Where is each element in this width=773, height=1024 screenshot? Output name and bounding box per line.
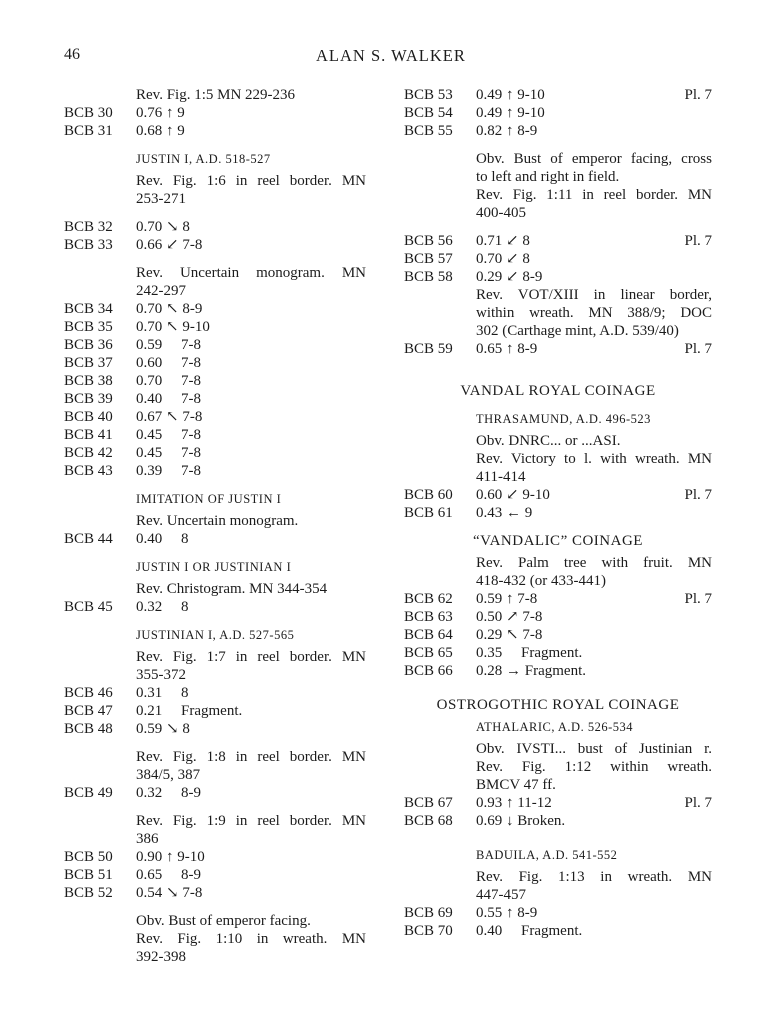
- spacer: [404, 522, 712, 532]
- spacer: [64, 738, 366, 748]
- catalogue-row: [64, 848, 366, 866]
- catalogue-row: [404, 922, 712, 940]
- catalogue-number: BCB 50: [64, 849, 113, 865]
- catalogue-number: BCB 57: [404, 251, 453, 267]
- catalogue-row: [404, 812, 712, 830]
- catalogue-number: BCB 63: [404, 609, 453, 625]
- catalogue-number: BCB 61: [404, 505, 453, 521]
- catalogue-row: [404, 122, 712, 140]
- coin-details: 0.70 ↙ 8: [476, 251, 530, 267]
- description-line: Rev. Fig. 1:7 in reel border. MN: [136, 649, 366, 665]
- catalogue-number: BCB 43: [64, 463, 113, 479]
- catalogue-number: BCB 30: [64, 105, 113, 121]
- spacer: [404, 222, 712, 232]
- catalogue-number: BCB 41: [64, 427, 113, 443]
- catalogue-row: [404, 626, 712, 644]
- catalogue-number: BCB 46: [64, 685, 113, 701]
- coin-details: 0.45 7-8: [136, 445, 201, 461]
- description-line: Rev. Fig. 1:9 in reel border. MN: [136, 813, 366, 829]
- catalogue-number: BCB 53: [404, 87, 453, 103]
- catalogue-number: BCB 64: [404, 627, 453, 643]
- catalogue-row: [404, 644, 712, 662]
- description-line: 253-271: [136, 191, 186, 207]
- description-line: Obv. Bust of emperor facing, cross: [476, 151, 712, 167]
- coin-details: 0.66 ↙ 7-8: [136, 237, 203, 253]
- description-line: 400-405: [476, 205, 526, 221]
- catalogue-row: [404, 504, 712, 522]
- description-line: Rev. Fig. 1:12 within wreath.: [476, 759, 712, 775]
- catalogue-row: [64, 684, 366, 702]
- catalogue-number: BCB 54: [404, 105, 453, 121]
- description-line: to left and right in field.: [476, 169, 620, 185]
- plate-reference: Pl. 7: [684, 591, 712, 607]
- catalogue-number: BCB 39: [64, 391, 113, 407]
- spacer: [64, 902, 366, 912]
- description-line: 392-398: [136, 949, 186, 965]
- catalogue-number: BCB 70: [404, 923, 453, 939]
- catalogue-number: BCB 58: [404, 269, 453, 285]
- major-heading: VANDAL ROYAL COINAGE: [460, 383, 656, 399]
- catalogue-row: [64, 530, 366, 548]
- catalogue-row: [404, 232, 712, 250]
- description-line: 242-297: [136, 283, 186, 299]
- catalogue-row: [404, 486, 712, 504]
- catalogue-row: [64, 218, 366, 236]
- spacer: [64, 616, 366, 626]
- description-line: Rev. Christogram. MN 344-354: [136, 581, 328, 597]
- catalogue-number: BCB 67: [404, 795, 453, 811]
- catalogue-row: [404, 794, 712, 812]
- catalogue-row: [64, 104, 366, 122]
- coin-details: 0.70 ↖ 9-10: [136, 319, 210, 335]
- section-heading: JUSTIN I, A.D. 518-527: [136, 152, 271, 166]
- spacer: [404, 830, 712, 846]
- coin-details: 0.68 ↑ 9: [136, 123, 185, 139]
- running-head: ALAN S. WALKER: [316, 46, 466, 65]
- coin-details: 0.29 ↖ 7-8: [476, 627, 543, 643]
- description-line: Rev. Palm tree with fruit. MN: [476, 555, 712, 571]
- catalogue-number: BCB 55: [404, 123, 453, 139]
- description-line: 447-457: [476, 887, 526, 903]
- coin-details: 0.31 8: [136, 685, 189, 701]
- coin-details: 0.39 7-8: [136, 463, 201, 479]
- catalogue-number: BCB 33: [64, 237, 113, 253]
- spacer: [404, 140, 712, 150]
- catalogue-row: [64, 598, 366, 616]
- catalogue-row: [64, 336, 366, 354]
- catalogue-number: BCB 36: [64, 337, 113, 353]
- catalogue-number: BCB 44: [64, 531, 113, 547]
- spacer: [404, 400, 712, 410]
- catalogue-number: BCB 48: [64, 721, 113, 737]
- description-line: Rev. Uncertain monogram. MN: [136, 265, 366, 281]
- description-line: Rev. Fig. 1:10 in wreath. MN: [136, 931, 366, 947]
- description-line: BMCV 47 ff.: [476, 777, 556, 793]
- description-line: Rev. Fig. 1:13 in wreath. MN: [476, 869, 712, 885]
- catalogue-row: [64, 462, 366, 480]
- coin-details: 0.59 ↘ 8: [136, 721, 190, 737]
- catalogue-number: BCB 45: [64, 599, 113, 615]
- right-column: [404, 86, 712, 940]
- catalogue-number: BCB 40: [64, 409, 113, 425]
- spacer: [64, 208, 366, 218]
- catalogue-row: [404, 104, 712, 122]
- spacer: [64, 480, 366, 490]
- description-line: Rev. Victory to l. with wreath. MN: [476, 451, 712, 467]
- description-line: 386: [136, 831, 159, 847]
- description-line: within wreath. MN 388/9; DOC: [476, 305, 712, 321]
- coin-details: 0.82 ↑ 8-9: [476, 123, 538, 139]
- coin-details: 0.93 ↑ 11-12: [476, 795, 552, 811]
- description-line: Obv. DNRC... or ...ASI.: [476, 433, 621, 449]
- coin-details: 0.65 8-9: [136, 867, 201, 883]
- coin-details: 0.29 ↙ 8-9: [476, 269, 543, 285]
- description-line: Rev. Fig. 1:6 in reel border. MN: [136, 173, 366, 189]
- catalogue-number: BCB 59: [404, 341, 453, 357]
- coin-details: 0.65 ↑ 8-9: [476, 341, 538, 357]
- catalogue-row: [64, 318, 366, 336]
- section-heading: JUSTIN I OR JUSTINIAN I: [136, 560, 292, 574]
- coin-details: 0.67 ↖ 7-8: [136, 409, 203, 425]
- plate-reference: Pl. 7: [684, 87, 712, 103]
- description-line: Rev. Fig. 1:11 in reel border. MN: [476, 187, 712, 203]
- catalogue-row: [404, 608, 712, 626]
- coin-details: 0.32 8-9: [136, 785, 201, 801]
- section-heading: BADUILA, A.D. 541-552: [476, 848, 618, 862]
- catalogue-row: [64, 784, 366, 802]
- catalogue-number: BCB 62: [404, 591, 453, 607]
- spacer: [64, 802, 366, 812]
- catalogue-number: BCB 31: [64, 123, 113, 139]
- catalogue-row: [64, 372, 366, 390]
- catalogue-row: [404, 590, 712, 608]
- coin-details: 0.49 ↑ 9-10: [476, 87, 545, 103]
- page-number: 46: [64, 46, 80, 63]
- catalogue-number: BCB 68: [404, 813, 453, 829]
- catalogue-number: BCB 51: [64, 867, 113, 883]
- description-line: 411-414: [476, 469, 526, 485]
- catalogue-row: [404, 904, 712, 922]
- coin-details: 0.45 7-8: [136, 427, 201, 443]
- catalogue-row: [64, 236, 366, 254]
- spacer: [404, 680, 712, 696]
- spacer: [64, 254, 366, 264]
- major-heading: OSTROGOTHIC ROYAL COINAGE: [436, 697, 680, 713]
- plate-reference: Pl. 7: [684, 487, 712, 503]
- section-heading: ATHALARIC, A.D. 526-534: [476, 720, 633, 734]
- description-line: 355-372: [136, 667, 186, 683]
- catalogue-row: [404, 662, 712, 680]
- spacer: [64, 548, 366, 558]
- coin-details: 0.50 ↗ 7-8: [476, 609, 543, 625]
- description-line: 384/5, 387: [136, 767, 201, 783]
- section-heading: JUSTINIAN I, A.D. 527-565: [136, 628, 295, 642]
- catalogue-row: [404, 340, 712, 358]
- catalogue-row: [404, 268, 712, 286]
- coin-details: 0.21 Fragment.: [136, 703, 243, 719]
- catalogue-row: [64, 866, 366, 884]
- catalogue-row: [64, 122, 366, 140]
- catalogue-number: BCB 69: [404, 905, 453, 921]
- description-line: Rev. Uncertain monogram.: [136, 513, 299, 529]
- catalogue-number: BCB 60: [404, 487, 453, 503]
- coin-details: 0.43 ← 9: [476, 505, 533, 521]
- coin-details: 0.40 Fragment.: [476, 923, 583, 939]
- plate-reference: Pl. 7: [684, 341, 712, 357]
- coin-details: 0.70 7-8: [136, 373, 201, 389]
- catalogue-row: [64, 720, 366, 738]
- description-line: Obv. Bust of emperor facing.: [136, 913, 311, 929]
- catalogue-number: BCB 38: [64, 373, 113, 389]
- coin-details: 0.28 → Fragment.: [476, 663, 586, 679]
- coin-details: 0.40 7-8: [136, 391, 201, 407]
- coin-details: 0.71 ↙ 8: [476, 233, 530, 249]
- catalogue-row: [64, 408, 366, 426]
- coin-details: 0.70 ↘ 8: [136, 219, 190, 235]
- catalogue-number: BCB 47: [64, 703, 113, 719]
- description-line: 418-432 (or 433-441): [476, 573, 606, 589]
- catalogue-row: [64, 300, 366, 318]
- left-column: [64, 86, 366, 966]
- coin-details: 0.59 ↑ 7-8: [476, 591, 538, 607]
- catalogue-number: BCB 37: [64, 355, 113, 371]
- description-line: 302 (Carthage mint, A.D. 539/40): [476, 323, 679, 339]
- catalogue-row: [64, 390, 366, 408]
- catalogue-number: BCB 49: [64, 785, 113, 801]
- major-heading: “VANDALIC” COINAGE: [473, 533, 643, 549]
- plate-reference: Pl. 7: [684, 795, 712, 811]
- catalogue-row: [64, 426, 366, 444]
- coin-details: 0.40 8: [136, 531, 189, 547]
- plate-reference: Pl. 7: [684, 233, 712, 249]
- catalogue-row: [404, 86, 712, 104]
- catalogue-row: [64, 884, 366, 902]
- section-heading: IMITATION OF JUSTIN I: [136, 492, 282, 506]
- coin-details: 0.59 7-8: [136, 337, 201, 353]
- catalogue-number: BCB 32: [64, 219, 113, 235]
- catalogue-number: BCB 65: [404, 645, 453, 661]
- catalogue-row: [64, 444, 366, 462]
- description-line: Rev. Fig. 1:8 in reel border. MN: [136, 749, 366, 765]
- section-heading: THRASAMUND, A.D. 496-523: [476, 412, 651, 426]
- coin-details: 0.60 7-8: [136, 355, 201, 371]
- catalogue-number: BCB 56: [404, 233, 453, 249]
- catalogue-row: [64, 354, 366, 372]
- description-line: Rev. VOT/XIII in linear border,: [476, 287, 712, 303]
- catalogue-number: BCB 52: [64, 885, 113, 901]
- coin-details: 0.32 8: [136, 599, 189, 615]
- coin-details: 0.60 ↙ 9-10: [476, 487, 550, 503]
- coin-details: 0.54 ↘ 7-8: [136, 885, 203, 901]
- description-line: Obv. IVSTI... bust of Justinian r.: [476, 741, 712, 757]
- coin-details: 0.90 ↑ 9-10: [136, 849, 205, 865]
- spacer: [64, 140, 366, 150]
- catalogue-number: BCB 34: [64, 301, 113, 317]
- catalogue-number: BCB 42: [64, 445, 113, 461]
- coin-details: 0.69 ↓ Broken.: [476, 813, 566, 829]
- catalogue-row: [64, 702, 366, 720]
- coin-details: 0.70 ↖ 8-9: [136, 301, 203, 317]
- spacer: [404, 358, 712, 382]
- coin-details: 0.55 ↑ 8-9: [476, 905, 538, 921]
- catalogue-number: BCB 66: [404, 663, 453, 679]
- coin-details: 0.35 Fragment.: [476, 645, 583, 661]
- catalogue-number: BCB 35: [64, 319, 113, 335]
- description-line: Rev. Fig. 1:5 MN 229-236: [136, 87, 296, 103]
- coin-details: 0.49 ↑ 9-10: [476, 105, 545, 121]
- catalogue-row: [404, 250, 712, 268]
- coin-details: 0.76 ↑ 9: [136, 105, 185, 121]
